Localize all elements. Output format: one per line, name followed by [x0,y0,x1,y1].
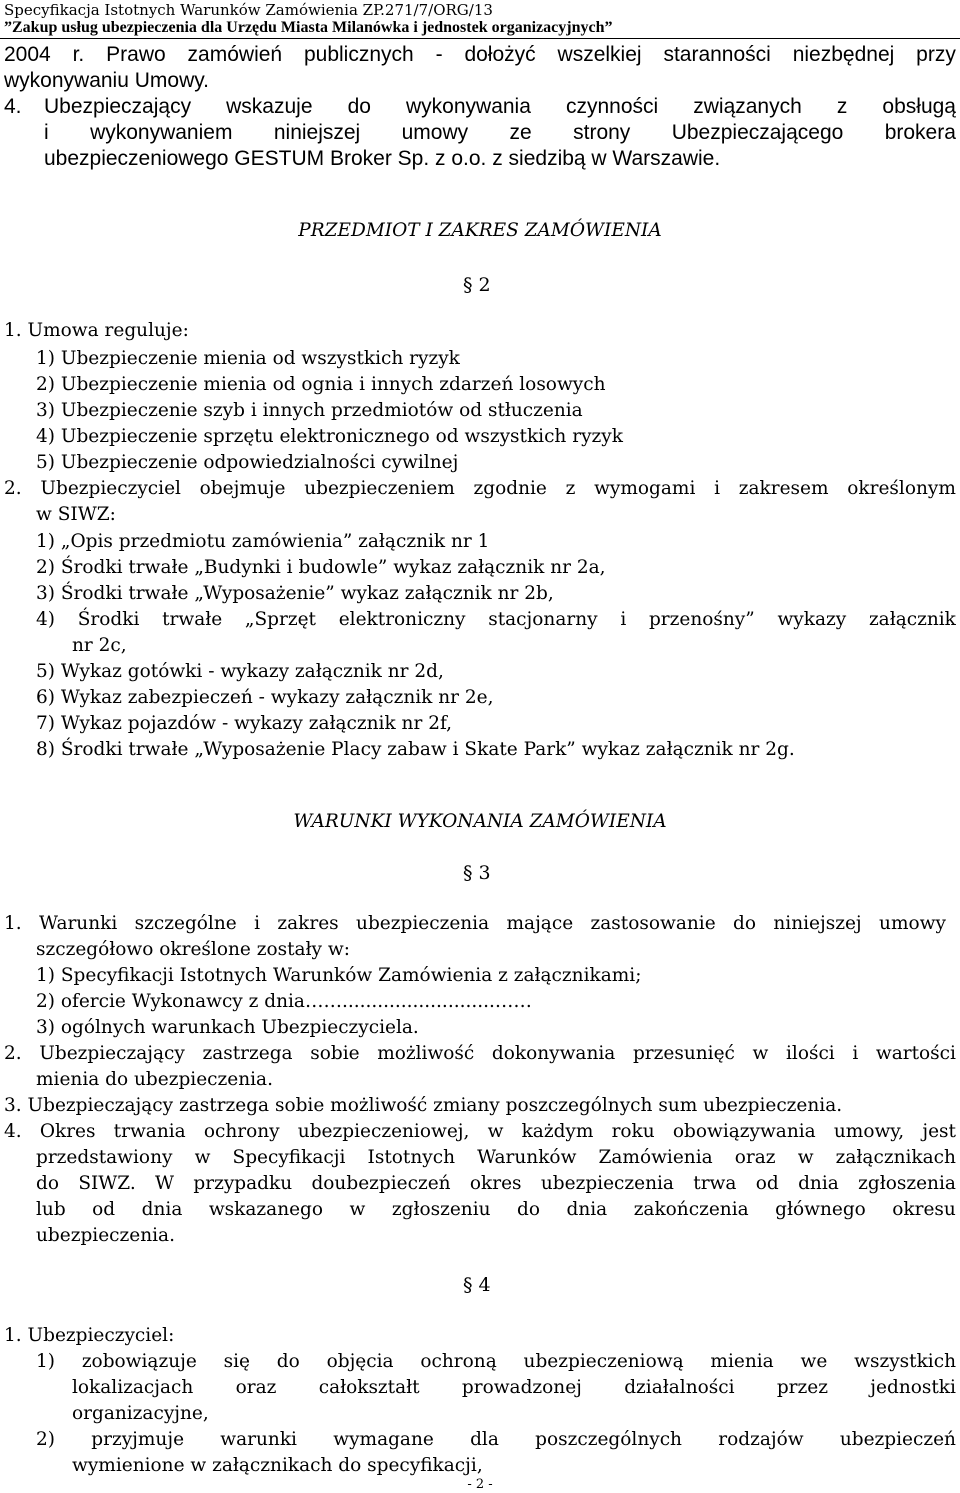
word: od [92,1199,116,1220]
word: Warunków [477,1147,577,1168]
word: każdym [521,1121,594,1142]
list-item: 7) Wykaz pojazdów - wykazy załącznik nr 2f, [36,713,453,734]
word: 4. [4,1121,22,1142]
list-item: 2) Ubezpieczenie mienia od ognia i innych zdarzeń losowych [36,374,606,395]
word: niniejszej [273,121,361,144]
list-item: 3) Ubezpieczenie szyb i innych przedmiotów od stłuczenia [36,400,583,421]
word: okresu [892,1199,956,1220]
word: związanych [693,95,802,118]
word: roku [611,1121,655,1142]
word: ubezpieczeniem [304,478,455,499]
word: szczególne [134,913,237,934]
word: SIWZ. [78,1173,136,1194]
word: brokera [884,121,956,144]
list-number: 4. [4,95,22,118]
word: przypadku [193,1173,293,1194]
word: od [755,1173,779,1194]
word: dnia [566,1199,608,1220]
header-divider [0,38,960,39]
word: mające [506,913,574,934]
word: dnia [798,1173,839,1194]
text-line [4,42,956,68]
text-line [36,1145,956,1171]
word: 1. [4,913,22,934]
word: zgłoszenia [858,1173,956,1194]
paragraph-number [463,860,491,886]
text-line: szczegółowo określone zostały w: [36,939,350,960]
word: i [254,913,261,934]
word: jednostki [870,1377,956,1398]
word: zgłoszeniu [391,1199,491,1220]
word: doubezpieczeń [311,1173,451,1194]
word: ze [509,121,532,144]
word: Ubezpieczający [39,1043,185,1064]
word: obowiązywania [672,1121,816,1142]
text-line [36,1171,956,1197]
list-item-continuation: organizacyjne, [72,1403,209,1424]
word: przedstawiony [36,1147,173,1168]
list-item-continuation: wymienione w załącznikach do specyfikacji, [72,1455,483,1476]
text-line: w SIWZ: [36,504,116,525]
word: z [836,95,848,118]
word: obsługą [882,95,956,118]
word: przy [916,43,956,66]
word: w [349,1199,366,1220]
word: mienia [710,1351,774,1372]
word: strony [573,121,631,144]
word: trwałe [162,609,223,630]
word: wszelkiej [557,43,642,66]
word: stacjonarny [488,609,598,630]
text-line: mienia do ubezpieczenia. [36,1069,273,1090]
text-line [44,94,956,120]
word: ubezpieczenia [356,913,490,934]
word: Specyfikacji [232,1147,346,1168]
list-item [36,1427,956,1453]
word: i [714,478,721,499]
word: zgodnie [473,478,547,499]
word: wykonywaniem [90,121,233,144]
word: rodzajów [718,1429,804,1450]
list-item: 2) ofercie Wykonawcy z dnia……..........................…… [36,991,532,1012]
word: sobie [310,1043,360,1064]
word: ubezpieczeń [839,1429,956,1450]
word: okres [469,1173,522,1194]
paragraph-number [463,272,491,298]
text-line [4,1119,956,1145]
list-intro: 1. Ubezpieczyciel: [4,1325,175,1346]
word: przez [776,1377,828,1398]
word: publicznych [303,43,414,66]
word: załącznik [868,609,956,630]
list-item: 1) „Opis przedmiotu zamówienia” załącznik nr 1 [36,531,490,552]
word: zastosowanie [590,913,716,934]
word: Warunki [39,913,118,934]
word: ubezpieczenia [540,1173,674,1194]
word: 2) [36,1429,55,1450]
word: 1) [36,1351,55,1372]
list-item [36,607,956,633]
word: - [435,43,443,66]
word: wymagane [333,1429,434,1450]
page-number: - 2 - [467,1477,493,1492]
word: głównego [775,1199,866,1220]
section-sign-icon: § [463,274,473,296]
list-item: 4) Ubezpieczenie sprzętu elektronicznego od wszystkich ryzyk [36,426,623,447]
word: do [733,913,757,934]
section-heading: PRZEDMIOT I ZAKRES ZAMÓWIENIA [298,220,662,241]
word: W [155,1173,175,1194]
word: zamówień [187,43,283,66]
word: i [44,121,49,144]
text-line [44,120,956,146]
word: poszczególnych [535,1429,682,1450]
word: Ubezpieczającego [671,121,844,144]
word: dołożyć [464,43,536,66]
word: objęcia [326,1351,394,1372]
list-item: 5) Wykaz gotówki - wykazy załącznik nr 2d, [36,661,444,682]
word: wskazuje [226,95,313,118]
word: do [276,1351,300,1372]
text-line: ubezpieczeniowego GESTUM Broker Sp. z o.o. z siedzibą w Warszawie. [44,147,721,170]
word: ochroną [420,1351,497,1372]
list-item: 8) Środki trwałe „Wyposażenie Placy zabaw i Skate Park” wykaz załącznik nr 2g. [36,739,795,760]
word: przenośny” [648,609,755,630]
list-item: 3) ogólnych warunkach Ubezpieczyciela. [36,1017,419,1038]
text-line: wykonywaniu Umowy. [4,69,210,92]
word: w [194,1147,211,1168]
text-line [4,911,946,937]
word: wszystkich [854,1351,956,1372]
word: zakończenia [633,1199,749,1220]
list-item: 3) Środki trwałe „Wyposażenie” wykaz załącznik nr 2b, [36,583,554,604]
word: niniejszej [773,913,862,934]
word: umowy, [833,1121,905,1142]
document-header-title: Specyfikacja Istotnych Warunków Zamówienia ZP.271/7/ORG/13 [4,1,493,19]
word: przesunięć [632,1043,735,1064]
word: w [752,1043,769,1064]
word: Środki [77,609,140,630]
text-line [4,1041,956,1067]
word: wykazy [777,609,847,630]
word: trwa [693,1173,737,1194]
word: oraz [235,1377,277,1398]
word: dokonywania [491,1043,616,1064]
word: elektroniczny [338,609,466,630]
word: działalności [624,1377,735,1398]
word: zakresem [738,478,829,499]
word: przyjmuje [91,1429,185,1450]
word: do [36,1173,59,1194]
word: prowadzonej [461,1377,582,1398]
word: załącznikach [835,1147,956,1168]
word: wskazanego [208,1199,324,1220]
word: i [620,609,627,630]
list-item: 6) Wykaz zabezpieczeń - wykazy załącznik nr 2e, [36,687,494,708]
section-sign-icon: § [463,862,473,884]
paragraph-number-value: 2 [478,274,491,296]
word: określonym [847,478,956,499]
list-intro [4,476,956,502]
text-line [36,1197,956,1223]
list-item: 1) Ubezpieczenie mienia od wszystkich ryzyk [36,348,460,369]
word: i [852,1043,859,1064]
word: we [800,1351,828,1372]
word: Ubezpieczający [44,95,192,118]
word: lokalizacjach [72,1377,194,1398]
word: 2. [4,478,22,499]
word: Zamówienia [598,1147,713,1168]
word: dnia [141,1199,183,1220]
word: czynności [565,95,659,118]
word: „Sprzęt [244,609,316,630]
word: zastrzega [202,1043,293,1064]
word: ubezpieczeniową [523,1351,684,1372]
word: Okres [39,1121,96,1142]
word: staranności [663,43,771,66]
word: lub [36,1199,66,1220]
document-header-subtitle: ”Zakup usług ubezpieczenia dla Urzędu Miasta Milanówka i jednostek organizacyjnych” [4,19,613,36]
paragraph-number [463,1272,491,1298]
word: Prawo [106,43,166,66]
section-sign-icon: § [463,1274,473,1296]
word: możliwość [377,1043,475,1064]
text-line: ubezpieczenia. [36,1225,175,1246]
list-item: 1) Specyfikacji Istotnych Warunków Zamówienia z załącznikami; [36,965,642,986]
word: do [347,95,371,118]
section-heading: WARUNKI WYKONANIA ZAMÓWIENIA [293,811,667,832]
word: umowy [401,121,469,144]
list-intro: 1. Umowa reguluje: [4,320,189,341]
word: całokształt [318,1377,420,1398]
word: 4) [36,609,55,630]
word: Istotnych [367,1147,455,1168]
word: r. [72,43,85,66]
list-item: 5) Ubezpieczenie odpowiedzialności cywilnej [36,452,459,473]
list-item-continuation [72,1375,956,1401]
word: jest [922,1121,956,1142]
word: się [223,1351,250,1372]
word: wykonywania [406,95,531,118]
word: trwania [113,1121,186,1142]
list-item [36,1349,956,1375]
list-item-continuation: nr 2c, [72,635,127,656]
word: w [797,1147,814,1168]
word: zobowiązuje [81,1351,197,1372]
word: warunki [220,1429,297,1450]
word: 2. [4,1043,22,1064]
word: zakres [277,913,339,934]
word: ochrony [203,1121,280,1142]
word: wymogami [594,478,696,499]
word: w [487,1121,504,1142]
word: oraz [734,1147,776,1168]
word: Ubezpieczyciel [40,478,181,499]
word: dla [470,1429,499,1450]
list-item: 2) Środki trwałe „Budynki i budowle” wykaz załącznik nr 2a, [36,557,606,578]
word: do [517,1199,540,1220]
word: obejmuje [199,478,286,499]
word: ubezpieczeniowej, [297,1121,470,1142]
text-line: 3. Ubezpieczający zastrzega sobie możliwość zmiany poszczególnych sum ubezpieczenia. [4,1095,843,1116]
paragraph-number-value: 4 [478,1274,491,1296]
paragraph-number-value: 3 [478,862,491,884]
word: ilości [785,1043,835,1064]
word: umowy [879,913,946,934]
word: z [565,478,576,499]
word: wartości [875,1043,956,1064]
word: 2004 [4,43,51,66]
word: niezbędnej [792,43,895,66]
